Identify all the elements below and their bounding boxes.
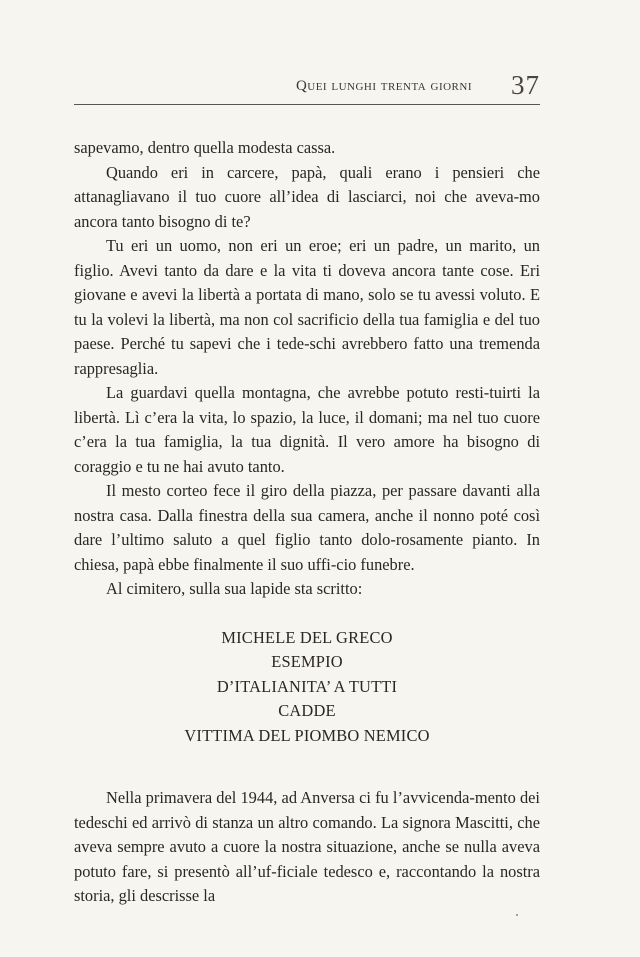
page-number: 37	[511, 70, 540, 100]
paragraph: Tu eri un uomo, non eri un eroe; eri un padre, un marito, un figlio. Avevi tanto da dare e la vita ti doveva ancora tante cose. Eri giovane e avevi la libertà a portata di mano, solo se tu avessi voluto. E tu la volevi la libertà, ma non col sacrificio della tua famiglia e del tuo paese. Perché tu sapevi che i tede-schi avrebbero fatto una tremenda rappresaglia.	[74, 236, 540, 378]
epitaph-line: CADDE	[278, 701, 336, 720]
paragraph: Il mesto corteo fece il giro della piazza, per passare davanti alla nostra casa. Dalla finestra della sua camera, anche il nonno poté così dare l’ultimo saluto a quel figlio tanto dolo-rosamente pianto. In chiesa, papà ebbe finalmente il suo uffi-cio funebre.	[74, 481, 540, 574]
header-rule	[74, 104, 540, 105]
paragraph: Nella primavera del 1944, ad Anversa ci fu l’avvicenda-mento dei tedeschi ed arrivò di stanza un altro comando. La signora Mascitti, che aveva sempre avuto a cuore la nostra situazione, anche se nulla aveva potuto fare, si presentò all’uf-ficiale tedesco e, raccontando la nostra storia, gli descrisse la	[74, 788, 540, 905]
running-head	[74, 72, 540, 106]
page-speck	[516, 914, 518, 916]
epitaph-line: D’ITALIANITA’ A TUTTI	[216, 676, 398, 696]
epitaph-inscription	[74, 626, 540, 749]
body-text	[74, 136, 540, 909]
paragraph: La guardavi quella montagna, che avrebbe potuto resti-tuirti la libertà. Lì c’era la vita, lo spazio, la luce, il domani; ma nel tuo cuore c’era la tua famiglia, la tua dignità. Il vero amore ha bisogno di coraggio e tu ne hai avuto tanto.	[74, 383, 540, 476]
spacer	[74, 772, 540, 786]
epitaph-line: ESEMPIO	[271, 652, 343, 671]
epitaph-line: VITTIMA DEL PIOMBO NEMICO	[184, 725, 430, 745]
paragraph: Quando eri in carcere, papà, quali erano i pensieri che attanagliavano il tuo cuore all’idea di lasciarci, noi che aveva-mo ancora tanto bisogno di te?	[74, 162, 540, 231]
running-title: Quei lunghi trenta giorni	[295, 78, 472, 94]
paragraph-continuation: sapevamo, dentro quella modesta cassa.	[74, 138, 336, 157]
epitaph-line: MICHELE DEL GRECO	[221, 627, 393, 647]
paragraph: Al cimitero, sulla sua lapide sta scritto:	[106, 579, 363, 598]
